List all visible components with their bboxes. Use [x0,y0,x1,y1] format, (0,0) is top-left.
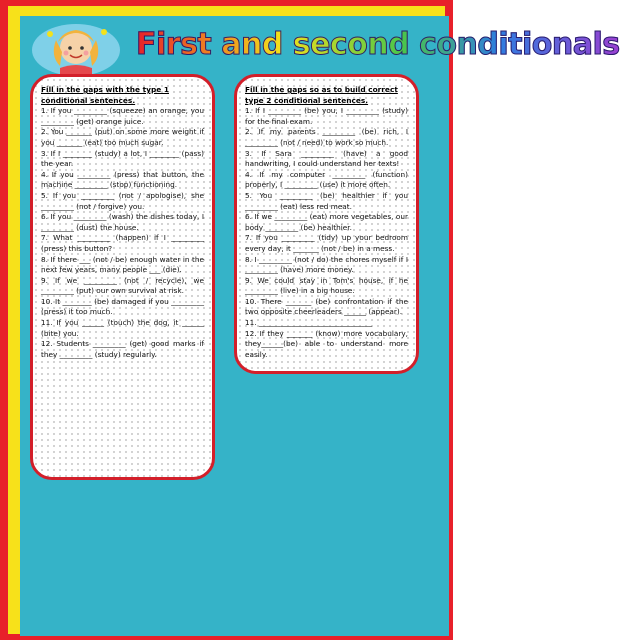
type2-item: 10. There _______ (be) confrontation if the two opposite cheerleaders ______ (appear). [245,296,408,317]
type2-item: 7. If you _________ (tidy) up your bedroom every day, it _______ (not / be) in a mess. [245,233,408,253]
page-title: First and second conditionals [136,27,620,62]
type1-item: 10. It ________ (be) damaged if you _________ (press) it too much. [41,296,204,317]
type1-item: 1. If you _________ (squeeze) an orange, you _________ (get) orange juice. [41,106,204,126]
header [20,16,620,80]
type1-item: 3. If I ________ (study) a lot, I ________ (pass) the year. [41,148,204,169]
type2-item: 6. If we _________ (eat) more vegetables, our body _________ (be) healthier. [245,212,408,232]
type2-item: 4. If my computer _________ (function) properly, I _________ (use) it more often. [245,169,408,190]
type1-item: 12. Students _________ (get) good marks if they _________ (study) regularly. [41,339,204,359]
type2-item: 5. You _________ (be) healthier if you _________ (eat) less red meat. [245,190,408,211]
girl-illustration [30,22,122,78]
type2-item: 2. If my parents _________ (be) rich, I _________ (not / need) to work so much. [245,127,408,147]
type2-item: 1. If I _________ (be) you, I _________ (study) for the final exam. [245,106,408,126]
type1-item: 6. If you _________ (wash) the dishes today, I _________ (dust) the house. [41,212,204,232]
type1-item: 11. If you ______ (touch) the dog, it ______ (bite) you. [41,318,204,338]
type2-instruction: Fill in the gaps so as to build correct type 2 conditional sentences. [245,85,398,105]
type2-item: 8. I _________ (not / do) the chores myself if I _________ (have) more money. [245,254,408,275]
frame-inner-border [8,6,620,634]
type1-item: 4. If you _________ (press) that button, the machine _________ (stop) functioning. [41,169,204,190]
worksheet [20,16,620,636]
type1-instruction: Fill in the gaps with the type 1 conditional sentences. [41,85,169,105]
type2-item: 11. _______________________________ [245,318,373,328]
type2-item: 9. We could stay in Tom's house, if he _________ (live) in a big house. [245,275,408,296]
type1-item: 5. If you _________ (not / apologise), she _________ (not / forgive) you. [41,190,204,211]
type1-item: 2. You _______ (put) on some more weight if you _______ (eat) too much sugar. [41,127,204,147]
type2-exercise-box [234,74,419,374]
type1-item: 7. What _________ (happen) if I _________ (press) this button? [41,233,204,253]
type2-item: 12. If they _______ (know) more vocabulary, they______(be) able to understand more easily. [245,328,408,359]
type1-item: 9. If we _________ (not / recycle), we _________ (put) our own survival at risk. [41,275,204,296]
type1-exercise-box [30,74,215,480]
type2-item: 3. If Sara _________ (have) a good handwriting, I could understand her texts! [245,148,408,169]
type1-item: 8. If there ___ (not / be) enough water in the next few years, many people ___ (die). [41,254,204,275]
